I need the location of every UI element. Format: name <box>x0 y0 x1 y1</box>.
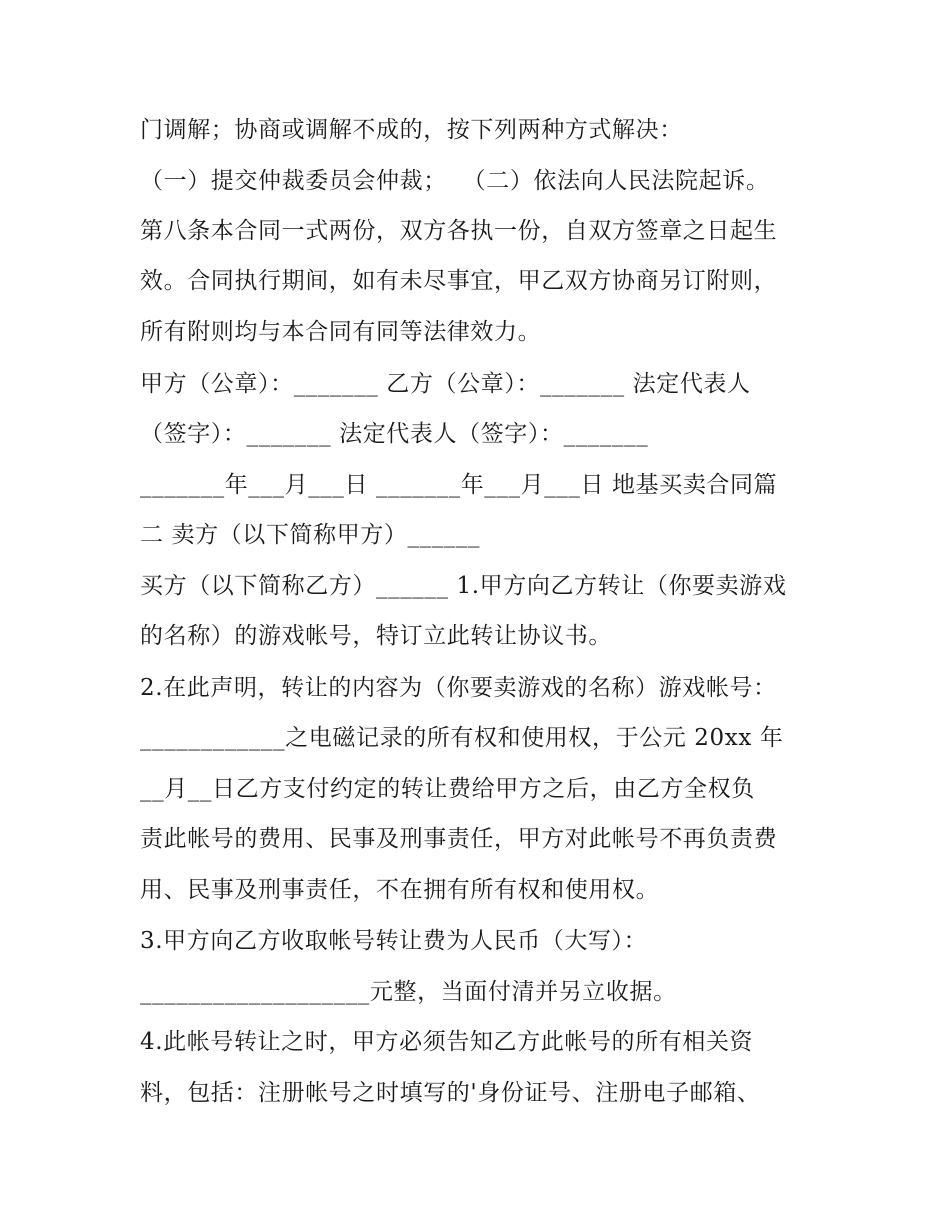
text-line: ____________之电磁记录的所有权和使用权，于公元 20xx 年 <box>140 725 784 751</box>
signature-line: 甲方（公章）：_______ 乙方（公章）：_______ 法定代表人 <box>140 371 751 397</box>
text-line: 二 卖方（以下简称甲方）______ <box>140 522 481 548</box>
text-line: __月__日乙方支付约定的转让费给甲方之后，由乙方全权负 <box>140 776 755 802</box>
text-line: 买方（以下简称乙方）______ 1.甲方向乙方转让（你要卖游戏 <box>140 573 787 599</box>
text-line: 责此帐号的费用、民事及刑事责任，甲方对此帐号不再负责费 <box>140 826 778 852</box>
text-line: 料，包括：注册帐号之时填写的'身份证号、注册电子邮箱、 <box>140 1080 761 1106</box>
date-line: _______年___月___日 _______年___月___日 地基买卖合同篇 <box>140 472 778 498</box>
signature-line: （签字）：_______ 法定代表人（签字）：_______ <box>140 421 649 447</box>
text-line: 第八条本合同一式两份，双方各执一份，自双方签章之日起生 <box>140 218 778 244</box>
text-line: 3.甲方向乙方收取帐号转让费为人民币（大写）： <box>140 928 648 954</box>
text-line: （一）提交仲裁委员会仲裁； （二）依法向人民法院起诉。 <box>140 168 770 194</box>
text-line: 的名称）的游戏帐号，特订立此转让协议书。 <box>140 623 612 649</box>
text-line: 用、民事及刑事责任，不在拥有所有权和使用权。 <box>140 877 660 903</box>
text-line: 4.此帐号转让之时，甲方必须告知乙方此帐号的所有相关资 <box>140 1029 754 1055</box>
text-line: 2.在此声明，转让的内容为（你要卖游戏的名称）游戏帐号： <box>140 675 777 701</box>
text-line: 所有附则均与本合同有同等法律效力。 <box>140 319 542 345</box>
text-line: 门调解；协商或调解不成的，按下列两种方式解决： <box>140 117 683 143</box>
text-line: ___________________元整，当面付清并另立收据。 <box>140 979 677 1005</box>
text-line: 效。合同执行期间，如有未尽事宜，甲乙双方协商另订附则， <box>140 268 778 294</box>
